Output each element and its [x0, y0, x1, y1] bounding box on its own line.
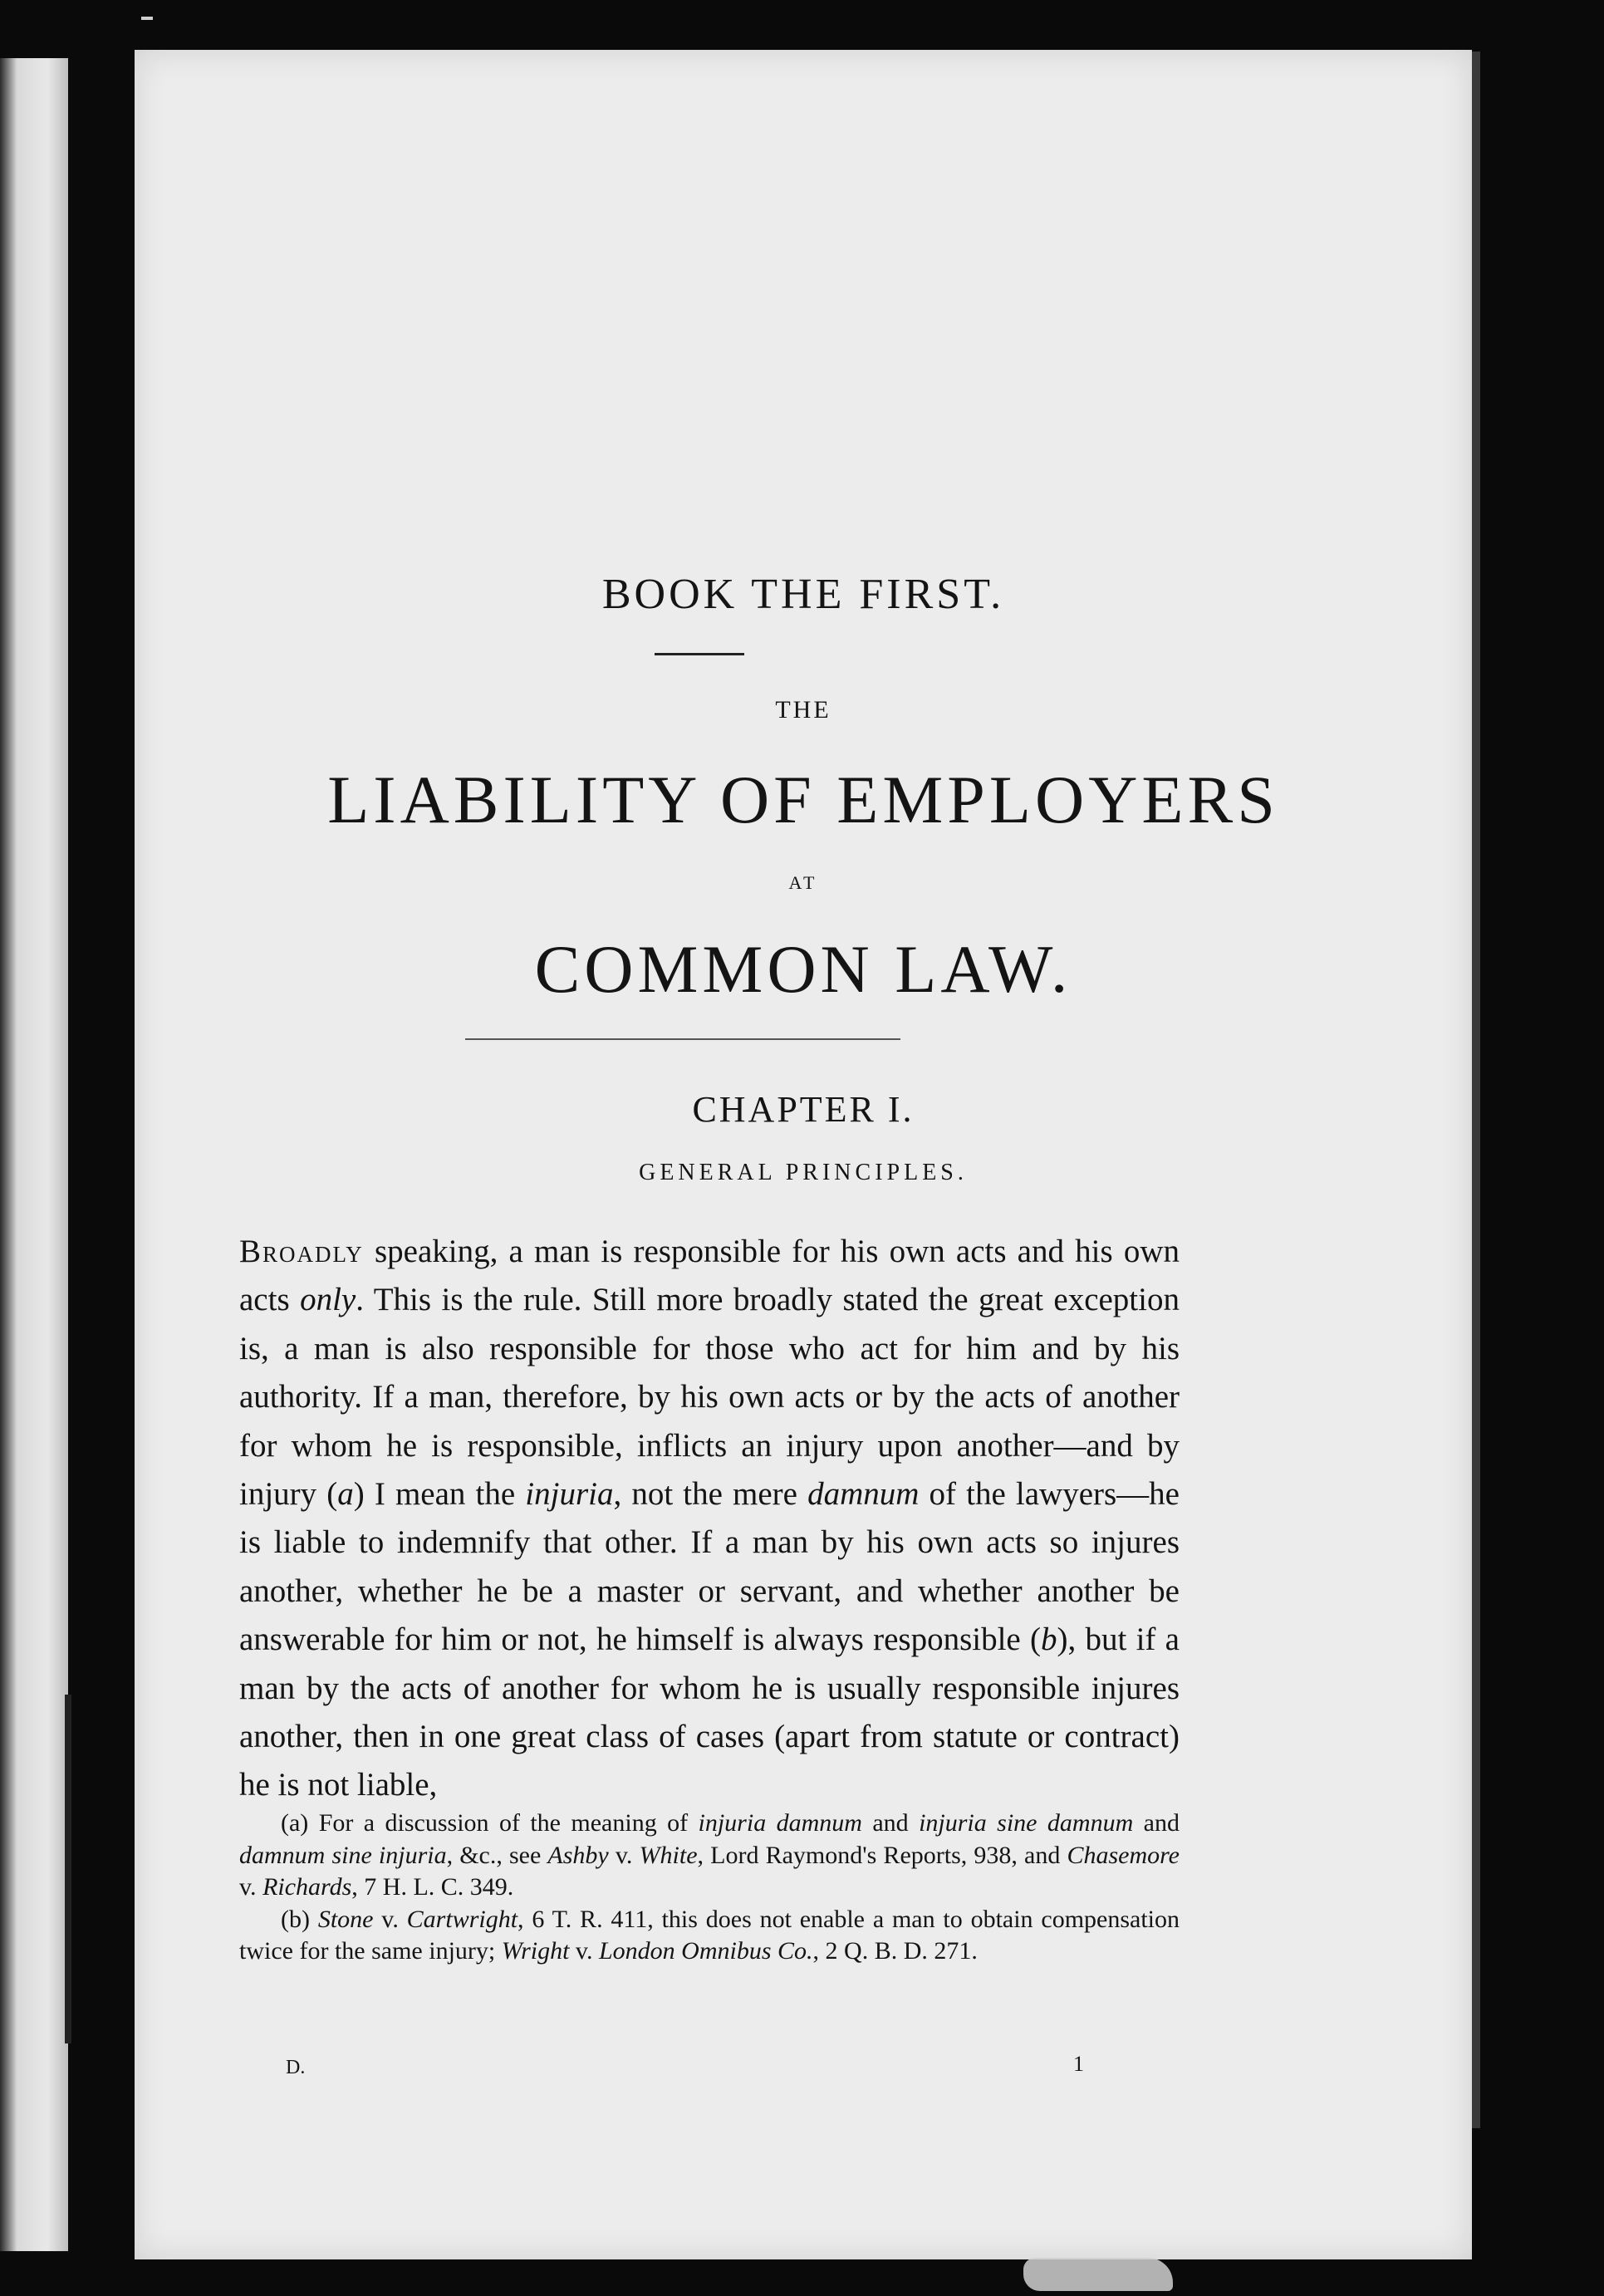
footnote-b-label: (b)	[281, 1905, 310, 1933]
title-article: THE	[775, 696, 831, 724]
double-rule	[465, 1038, 900, 1040]
footnote-a-text: , Lord Raymond's Reports, 938, and	[697, 1841, 1067, 1869]
body-paragraph	[239, 1228, 1180, 1810]
footnote-a-case-name: Ashby	[547, 1841, 609, 1869]
footnote-a-text: and	[861, 1809, 920, 1837]
footnote-a-text: , 7 H. L. C. 349.	[351, 1873, 514, 1901]
footnote-a-text: and	[1133, 1809, 1180, 1837]
footnote-a	[239, 1808, 1180, 1904]
body-text-1: speaking, a man is responsible for his own acts and his own acts	[239, 1234, 1180, 1318]
book-page	[135, 50, 1472, 2259]
signature-mark: D.	[286, 2057, 306, 2078]
scan-blot	[1023, 2258, 1173, 2291]
footnote-a-label: (a)	[281, 1809, 309, 1837]
footnote-a-text: For a discussion of the meaning of	[308, 1809, 699, 1837]
title-preposition: AT	[788, 872, 818, 893]
emphasis-only: only	[300, 1282, 356, 1318]
body-text-2: . This is the rule. Still more broadly stated the great exception is, a man is also responsible for those who act for him and by his authority. If a man, therefore, by his own acts or by the acts of another for whom he is responsible, inflicts an injury upon another—and by injury (	[239, 1282, 1180, 1513]
book-heading: BOOK THE FIRST.	[601, 571, 1005, 618]
footnote-b-text: , 2 Q. B. D. 271.	[812, 1937, 978, 1965]
footnote-a-term: injuria sine damnum	[919, 1809, 1134, 1837]
footnote-b-case-name: Stone	[317, 1905, 374, 1933]
footnote-b-case-name: London Omnibus Co.	[598, 1937, 813, 1965]
term-injuria: injuria	[525, 1476, 614, 1513]
term-damnum: damnum	[807, 1476, 920, 1513]
footnote-ref-a: a	[337, 1476, 354, 1513]
drop-word: Broadly	[239, 1234, 364, 1269]
footnote-b-text: v.	[569, 1937, 599, 1965]
footnote-a-case-name: White	[639, 1841, 698, 1869]
footnote-a-case-name: Chasemore	[1067, 1841, 1180, 1869]
footnote-a-term: damnum sine injuria	[239, 1841, 447, 1869]
footnote-a-term: injuria damnum	[698, 1809, 862, 1837]
main-title: LIABILITY OF EMPLOYERS	[327, 762, 1279, 837]
footnote-a-text: v.	[608, 1841, 640, 1869]
body-text-4: , not the mere	[613, 1476, 808, 1513]
footnote-ref-b: b	[1040, 1621, 1057, 1658]
scan-mark	[141, 17, 153, 20]
right-page-edge	[1472, 52, 1480, 2128]
footnote-a-case-name: Richards	[262, 1873, 352, 1901]
footnote-b-case-name: Wright	[501, 1937, 570, 1965]
footnote-b-text: , 6 T. R. 411, this does not enable a man to obtain compensation twice for the same injury;	[239, 1905, 1180, 1965]
footnote-b	[239, 1904, 1180, 1968]
short-rule	[655, 653, 744, 655]
sub-title: COMMON LAW.	[534, 931, 1072, 1007]
footnote-a-text: v.	[239, 1873, 263, 1901]
left-page-mark	[65, 1695, 71, 2043]
body-text-3: ) I mean the	[353, 1476, 526, 1513]
footnotes	[239, 1808, 1180, 1968]
footnote-b-text: v.	[373, 1905, 407, 1933]
chapter-heading: CHAPTER I.	[692, 1089, 915, 1130]
left-page-edge	[0, 58, 68, 2251]
page-number: 1	[1073, 2052, 1084, 2076]
footnote-b-case-name: Cartwright	[406, 1905, 518, 1933]
chapter-title: GENERAL PRINCIPLES.	[639, 1160, 968, 1185]
body-text-5: of the lawyers—he is liable to indemnify that other. If a man by his own acts so injures another, whether he be a master or servant, and whether another be answerable for him or not, he himself is always responsible (	[239, 1476, 1180, 1658]
body-text-6: ), but if a man by the acts of another for whom he is usually responsible injures another, then in one great class of cases (apart from statute or contract) he is not liable,	[239, 1621, 1180, 1803]
footnote-a-text: , &c., see	[446, 1841, 548, 1869]
